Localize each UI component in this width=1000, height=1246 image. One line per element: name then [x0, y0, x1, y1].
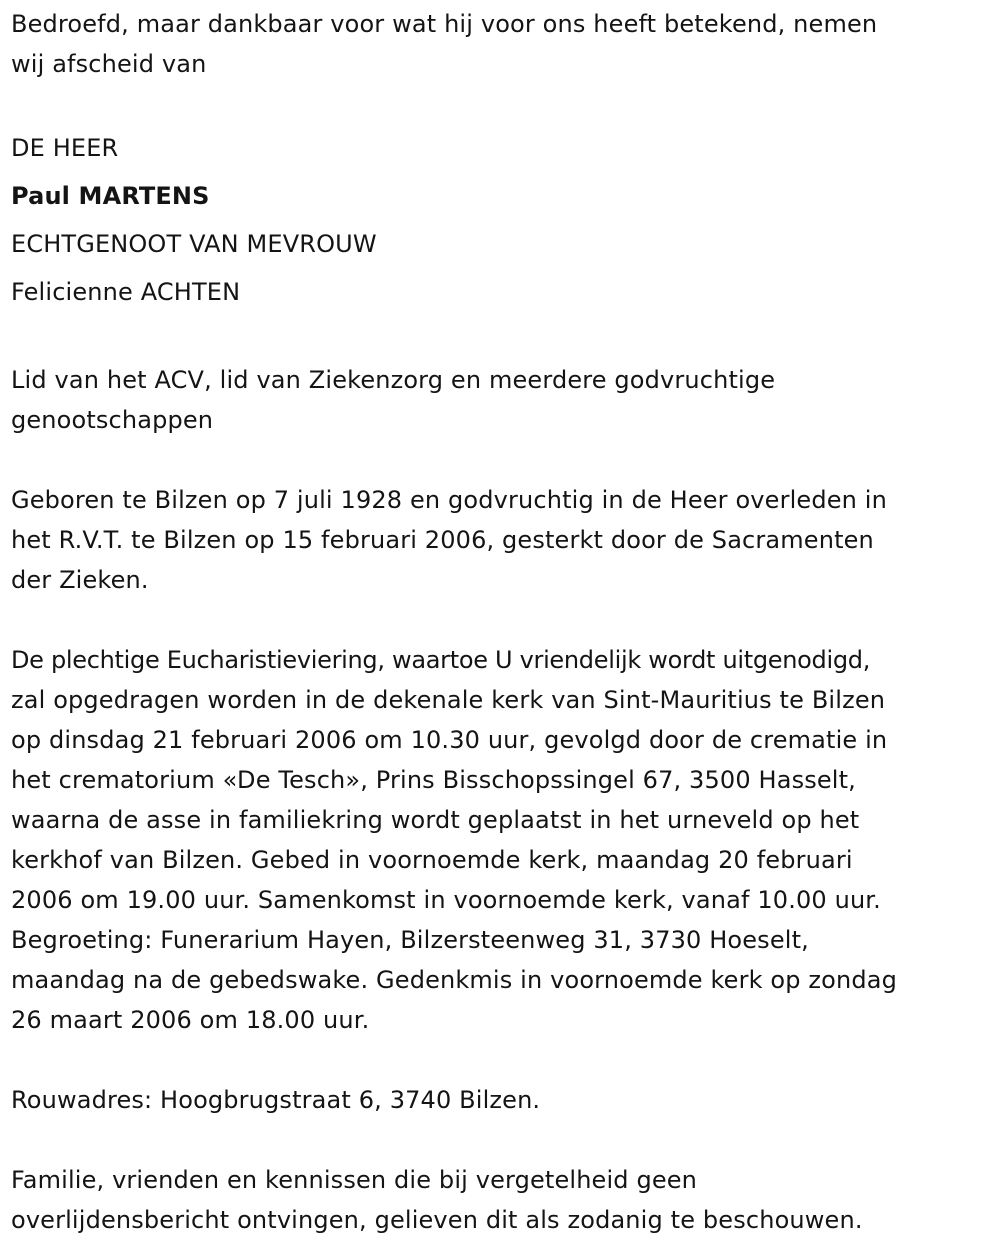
- ceremony-line: maandag na de gebedswake. Gedenkmis in voornoemde kerk op zondag: [11, 966, 897, 994]
- paragraph-spacer: [11, 316, 996, 360]
- name-block: [11, 124, 996, 316]
- ceremony-line: zal opgedragen worden in de dekenale kerk van Sint-Mauritius te Bilzen: [11, 686, 886, 714]
- ceremony-line: kerkhof van Bilzen. Gebed in voornoemde kerk, maandag 20 februari: [11, 846, 853, 874]
- memberships-paragraph: [11, 360, 996, 440]
- paragraph-spacer: [11, 1040, 996, 1080]
- obituary-notice: [11, 0, 996, 1240]
- ceremony-line: De plechtige Eucharistieviering, waartoe U vriendelijk wordt uitgenodigd,: [11, 646, 871, 674]
- intro-line: Bedroefd, maar dankbaar voor wat hij voor ons heeft betekend, nemen: [11, 10, 878, 38]
- mourning-address: Rouwadres: Hoogbrugstraat 6, 3740 Bilzen.: [11, 1086, 541, 1114]
- honorific-title: DE HEER: [11, 134, 119, 162]
- intro-line: wij afscheid van: [11, 50, 207, 78]
- intro-paragraph: [11, 0, 996, 84]
- paragraph-spacer: [11, 84, 996, 124]
- paragraph-spacer: [11, 1120, 996, 1160]
- ceremony-line: Begroeting: Funerarium Hayen, Bilzersteenweg 31, 3730 Hoeselt,: [11, 926, 809, 954]
- memberships-line: Lid van het ACV, lid van Ziekenzorg en meerdere godvruchtige: [11, 366, 776, 394]
- memberships-line: genootschappen: [11, 406, 214, 434]
- birth-death-line: het R.V.T. te Bilzen op 15 februari 2006, gesterkt door de Sacramenten: [11, 526, 874, 554]
- ceremony-line: 2006 om 19.00 uur. Samenkomst in voornoemde kerk, vanaf 10.00 uur.: [11, 886, 881, 914]
- closing-line: overlijdensbericht ontvingen, gelieven dit als zodanig te beschouwen.: [11, 1206, 863, 1234]
- birth-death-line: Geboren te Bilzen op 7 juli 1928 en godvruchtig in de Heer overleden in: [11, 486, 887, 514]
- spouse-name: Felicienne ACHTEN: [11, 278, 241, 306]
- birth-death-paragraph: [11, 480, 996, 600]
- ceremony-line: waarna de asse in familiekring wordt geplaatst in het urneveld op het: [11, 806, 860, 834]
- spouse-label: ECHTGENOOT VAN MEVROUW: [11, 230, 377, 258]
- ceremony-paragraph: [11, 640, 996, 1040]
- closing-paragraph: [11, 1160, 996, 1240]
- birth-death-line: der Zieken.: [11, 566, 149, 594]
- paragraph-spacer: [11, 440, 996, 480]
- ceremony-line: 26 maart 2006 om 18.00 uur.: [11, 1006, 370, 1034]
- ceremony-line: het crematorium «De Tesch», Prins Bisschopssingel 67, 3500 Hasselt,: [11, 766, 856, 794]
- paragraph-spacer: [11, 600, 996, 640]
- deceased-name: Paul MARTENS: [11, 182, 210, 210]
- ceremony-line: op dinsdag 21 februari 2006 om 10.30 uur, gevolgd door de crematie in: [11, 726, 888, 754]
- closing-line: Familie, vrienden en kennissen die bij vergetelheid geen: [11, 1166, 698, 1194]
